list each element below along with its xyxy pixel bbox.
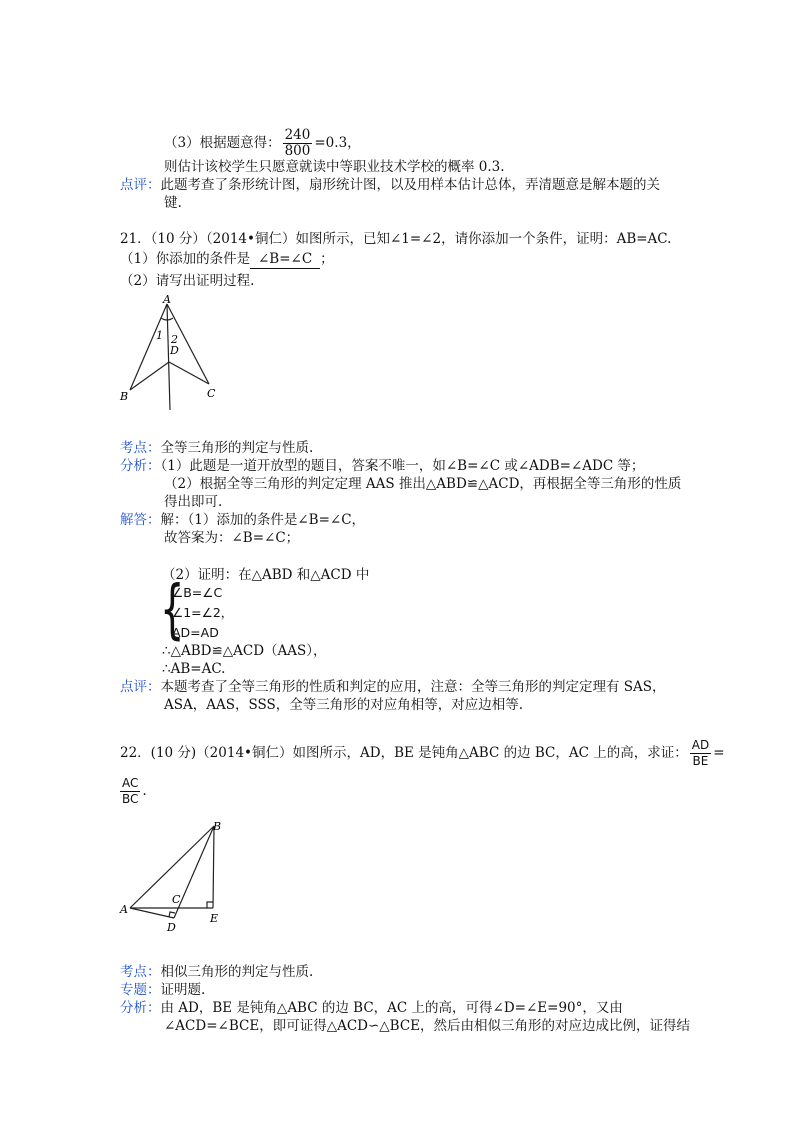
q22-frac2-den: BC <box>122 792 139 806</box>
q22-zhuanti <box>120 981 205 999</box>
p20-frac-num: 240 <box>284 127 311 143</box>
q22-fig-label-a: A <box>120 903 128 916</box>
q21-fig-label-c: C <box>207 387 216 400</box>
q21-jieda-2: 故答案为：∠B=∠C； <box>164 530 300 546</box>
q21-part1-prefix: （1）你添加的条件是 <box>120 251 251 267</box>
q21-sys-3: AD=AD <box>172 625 219 640</box>
q22-eq: = <box>713 745 725 761</box>
q21-part1 <box>120 250 334 269</box>
q21-kaodian <box>120 439 313 457</box>
q21-jieda <box>120 511 365 529</box>
q21-part1-suffix: ； <box>320 251 334 267</box>
q21-fig-label-1: 1 <box>156 329 163 342</box>
q21-answer-blank: ∠B=∠C <box>250 250 320 269</box>
q22-fig-label-d: D <box>167 921 176 934</box>
q22-kaodian <box>120 963 313 981</box>
q21-system-brace: { <box>160 573 185 647</box>
q21-fenxi-1: （1）此题是一道开放型的题目，答案不唯一，如∠B=∠C 或∠ADB=∠ADC 等； <box>160 458 645 474</box>
q22-title <box>120 735 725 771</box>
q22-fraction-2-line <box>118 773 147 809</box>
q22-fraction-1 <box>690 738 711 769</box>
p20-frac-suffix: =0.3， <box>314 135 361 151</box>
q21-comment <box>120 678 666 696</box>
q22-frac2-num: AC <box>120 776 140 792</box>
q22-fraction-2 <box>120 776 140 807</box>
p20-line2: 则估计该校学生只愿意就读中等职业技术学校的概率 0.3. <box>164 159 505 175</box>
q22-kaodian-text: 相似三角形的判定与性质. <box>160 964 314 980</box>
q21-comment-2: ASA，AAS，SSS，全等三角形的对应角相等，对应边相等. <box>164 697 524 713</box>
q22-fig-line-ad <box>130 908 174 918</box>
q22-figure <box>116 818 236 938</box>
q21-comment-tag: 点评： <box>120 679 161 695</box>
q21-fig-label-d: D <box>170 344 179 357</box>
q21-fenxi-3: 得出即可. <box>164 494 223 510</box>
q22-fenxi-tag: 分析： <box>120 1000 161 1016</box>
p20-frac-den: 800 <box>284 143 311 159</box>
p20-comment-1: 此题考查了条形统计图，扇形统计图，以及用样本估计总体，弄清题意是解本题的关 <box>160 177 660 193</box>
p20-part3-prefix: （3）根据题意得： <box>164 135 281 151</box>
q21-jieda-tag: 解答： <box>120 512 161 528</box>
q21-figure <box>112 292 242 417</box>
q22-kaodian-tag: 考点： <box>120 964 161 980</box>
q21-proof-1: （2）证明：在△ABD 和△ACD 中 <box>162 567 370 583</box>
p20-fraction <box>283 128 313 159</box>
q22-title-text: 22．(10 分)（2014•铜仁）如图所示，AD，BE 是钝角△ABC 的边 BC，AC 上的高，求证： <box>120 745 688 761</box>
p20-part3 <box>164 124 361 162</box>
q22-frac1-den: BE <box>692 754 709 768</box>
q22-frac2-suffix: . <box>142 783 147 799</box>
q22-fenxi-1: 由 AD，BE 是钝角△ABC 的边 BC，AC 上的高，可得∠D=∠E=90°，又由 <box>160 1000 623 1016</box>
q22-fig-right-angle-d <box>169 912 175 917</box>
q21-fenxi <box>120 457 644 475</box>
q22-zhuanti-tag: 专题： <box>120 982 161 998</box>
p20-comment-2: 键. <box>164 195 182 211</box>
q21-comment-1: 本题考查了全等三角形的性质和判定的应用，注意：全等三角形的判定定理有 SAS， <box>160 679 666 695</box>
q21-jieda-1: 解：（1）添加的条件是∠B=∠C， <box>160 512 366 528</box>
q22-fig-label-c: C <box>172 893 181 906</box>
q21-fig-label-b: B <box>120 390 129 403</box>
q22-fig-right-angle-e <box>207 902 213 908</box>
q22-fig-line-be <box>213 826 214 908</box>
q21-fenxi-2: （2）根据全等三角形的判定定理 AAS 推出△ABD≌△ACD，再根据全等三角形的性质 <box>164 476 682 492</box>
q22-fenxi <box>120 999 623 1017</box>
q21-part2: （2）请写出证明过程. <box>120 273 255 289</box>
q22-fig-label-e: E <box>210 912 219 925</box>
q21-sys-1: ∠B=∠C <box>172 585 223 600</box>
q22-zhuanti-text: 证明题. <box>160 982 206 998</box>
q21-kaodian-tag: 考点： <box>120 440 161 456</box>
q21-sys-2: ∠1=∠2， <box>172 605 234 620</box>
q21-fenxi-tag: 分析： <box>120 458 161 474</box>
q21-proof-3: ∴AB=AC. <box>162 661 226 677</box>
q22-frac1-num: AD <box>691 738 710 752</box>
p20-comment-tag: 点评： <box>120 177 161 193</box>
q21-title: 21．（10 分）（2014•铜仁）如图所示，已知∠1=∠2，请你添加一个条件，证明：AB=AC. <box>120 231 672 247</box>
q22-fenxi-2: ∠ACD=∠BCE，即可证得△ACD∽△BCE，然后由相似三角形的对应边成比例，证得结 <box>164 1018 691 1034</box>
p20-comment <box>120 176 660 194</box>
q21-kaodian-text: 全等三角形的判定与性质. <box>160 440 314 456</box>
q22-fig-label-b: B <box>213 820 222 833</box>
q21-fig-label-a: A <box>163 293 171 306</box>
q21-fig-label-2: 2 <box>171 333 178 346</box>
q21-proof-2: ∴△ABD≌△ACD（AAS）， <box>162 643 327 659</box>
